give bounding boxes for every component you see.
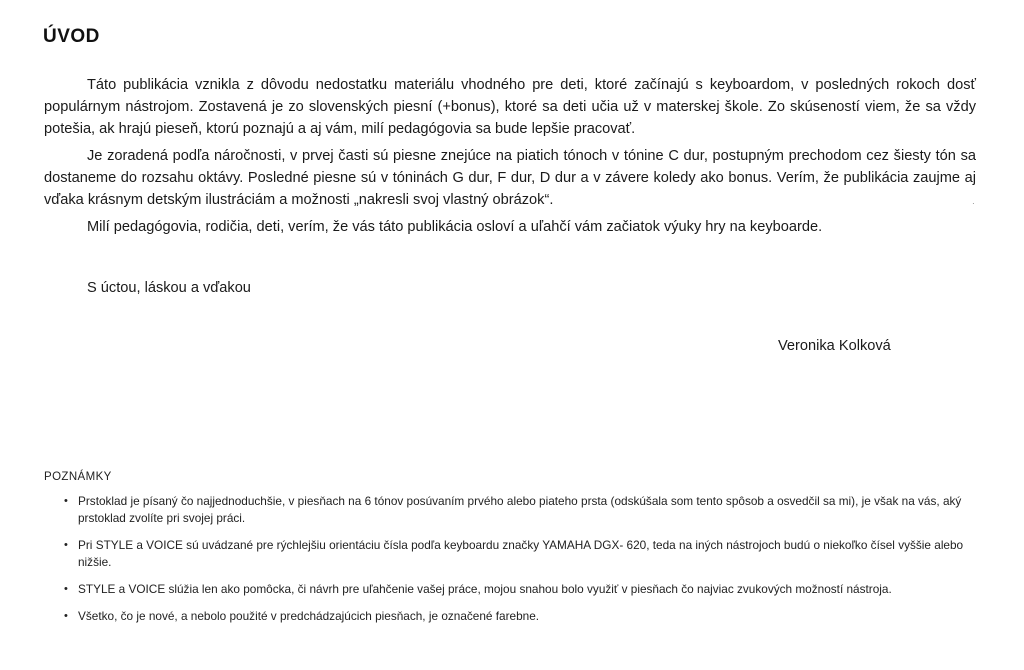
note-text: STYLE a VOICE slúžia len ako pomôcka, či návrh pre uľahčenie vašej práce, mojou snahou bolo využiť v piesňach čo najviac zvukových možností nástroja. xyxy=(78,582,892,596)
closing-greeting: S úctou, láskou a vďakou xyxy=(87,280,251,296)
intro-paragraph-3: Milí pedagógovia, rodičia, deti, verím, že vás táto publikácia osloví a uľahčí vám začiatok výuky hry na keyboarde. xyxy=(87,219,823,235)
notes-list xyxy=(64,493,974,635)
notes-heading: POZNÁMKY xyxy=(44,471,112,483)
note-text: Všetko, čo je nové, a nebolo použité v predchádzajúcich piesňach, je označené farebne. xyxy=(78,609,540,623)
note-text: Pri STYLE a VOICE sú uvádzané pre rýchlejšiu orientáciu čísla podľa keyboardu značky YAMAHA DGX- 620, teda na iných nástrojoch budú o niekoľko čísel vyššie alebo nižšie. xyxy=(78,538,964,569)
intro-paragraph-1: Táto publikácia vznikla z dôvodu nedostatku materiálu vhodného pre deti, ktoré začínajú s keyboardom, v posledných rokoch dosť populárnym nástrojom. Zostavená je zo slovenských piesní (+bonus), ktoré sa deti učia už v materskej škole. Zo skúseností viem, že sa vždy potešia, ak hrajú pieseň, ktorú poznajú a aj vám, milí pedagógovia sa bude lepšie pracovať. xyxy=(44,77,976,137)
bullet-icon: • xyxy=(64,610,68,622)
note-item xyxy=(64,581,974,598)
bullet-icon: • xyxy=(64,539,68,551)
author-signature: Veronika Kolková xyxy=(778,338,891,354)
intro-paragraph-2: Je zoradená podľa náročnosti, v prvej časti sú piesne znejúce na piatich tónoch v tónine C dur, postupným prechodom cez šiesty tón sa dostaneme do rozsahu oktávy. Posledné piesne sú v tóninách G dur, F dur, D dur a v závere koledy ako bonus. Verím, že publikácia zaujme aj vďaka krásnym detským ilustráciám a možnosti „nakresli svoj vlastný obrázok“. xyxy=(44,148,976,208)
bullet-icon: • xyxy=(64,583,68,595)
note-item xyxy=(64,493,974,527)
note-item xyxy=(64,608,974,625)
note-text: Prstoklad je písaný čo najjednoduchšie, v piesňach na 6 tónov posúvaním prvého alebo piateho prsta (odskúšala som tento spôsob a osvedčil sa mi), je však na vás, aký prstoklad zvolíte pri svojej práci. xyxy=(78,494,962,525)
page-title: ÚVOD xyxy=(43,26,100,47)
scan-speck: · xyxy=(972,199,975,208)
note-item xyxy=(64,537,974,571)
bullet-icon: • xyxy=(64,495,68,507)
